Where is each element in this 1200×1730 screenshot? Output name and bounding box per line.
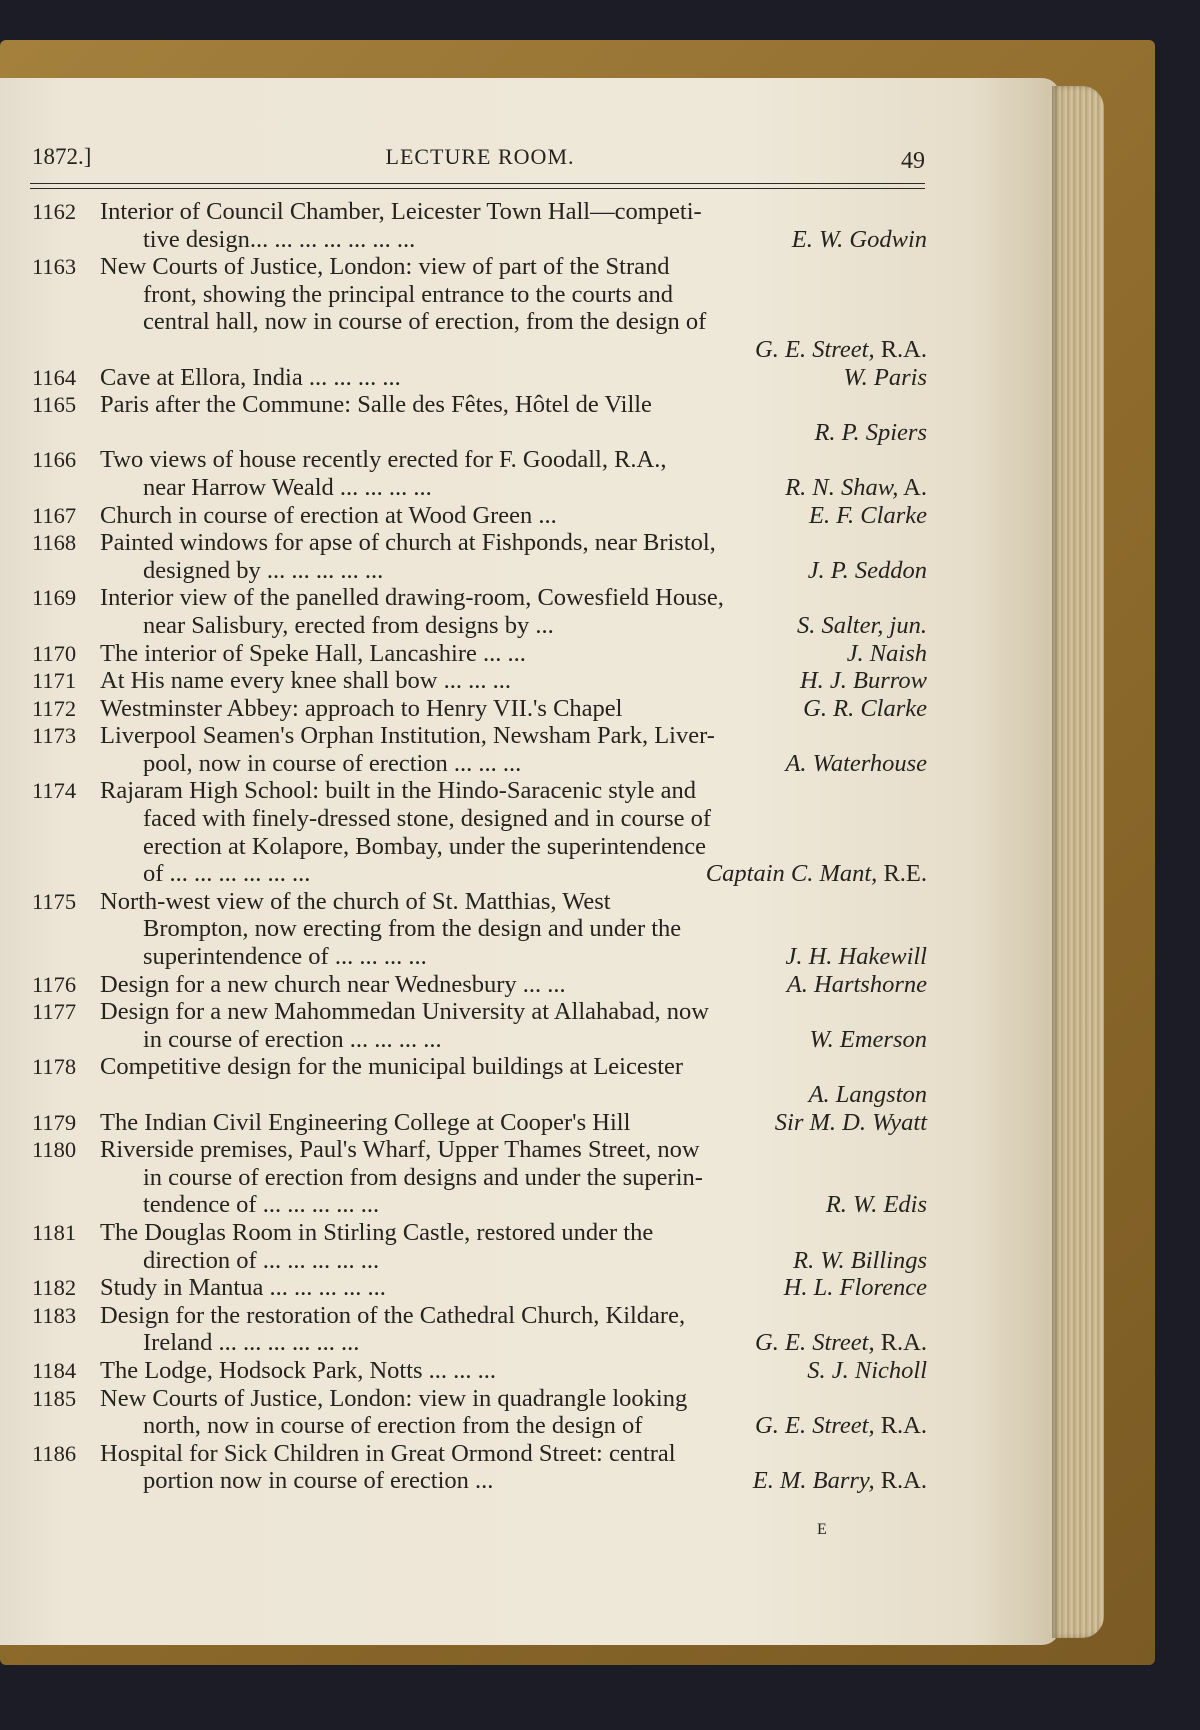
entry-architect <box>784 1274 927 1302</box>
catalogue-entry <box>32 888 927 916</box>
header-year: 1872.] <box>32 144 92 169</box>
architect-name: H. L. Florence <box>783 1274 927 1302</box>
catalogue-entry <box>32 971 927 999</box>
architect-name: Captain C. Mant, <box>705 860 878 888</box>
header-title: LECTURE ROOM. <box>385 144 575 169</box>
signature-mark: E <box>817 1521 827 1538</box>
architect-suffix: R.A. <box>874 1412 927 1440</box>
entry-number: 1184 <box>32 1357 77 1383</box>
entry-number: 1172 <box>32 695 77 721</box>
architect-name: J. Naish <box>846 639 927 667</box>
entry-title: in course of erection from designs and under the superin- <box>143 1163 703 1191</box>
entry-number: 1185 <box>32 1385 77 1411</box>
entry-title: Rajaram High School: built in the Hindo-Saracenic style and <box>100 777 697 805</box>
entry-number: 1176 <box>32 971 77 997</box>
catalogue-entry-continuation <box>32 860 927 888</box>
entry-title: north, now in course of erection from the design of <box>143 1412 643 1440</box>
entry-architect <box>843 364 927 392</box>
catalogue-entry-continuation <box>32 943 927 971</box>
entry-architect <box>793 1247 927 1275</box>
catalogue-entry <box>32 777 927 805</box>
architect-name: A. Langston <box>808 1081 927 1108</box>
architect-name: Sir M. D. Wyatt <box>774 1108 927 1136</box>
architect-suffix: R.A. <box>874 335 927 363</box>
architect-name: W. Emerson <box>809 1025 927 1053</box>
catalogue-entry-continuation <box>32 336 927 364</box>
entry-title: The interior of Speke Hall, Lancashire ... ... <box>100 639 526 667</box>
entry-title: pool, now in course of erection ... ... ... <box>143 749 522 777</box>
catalogue-entry <box>32 198 927 226</box>
entry-title: North-west view of the church of St. Matthias, West <box>100 887 611 915</box>
entry-number: 1177 <box>32 999 77 1025</box>
architect-name: G. E. Street, <box>755 335 875 363</box>
entry-title: At His name every knee shall bow ... ... ... <box>100 667 511 695</box>
architect-name: G. E. Street, <box>755 1329 875 1357</box>
entry-architect <box>787 971 927 999</box>
entry-title: near Harrow Weald ... ... ... ... <box>143 473 432 501</box>
entry-architect <box>785 943 927 971</box>
catalogue-entry-continuation <box>32 1247 927 1275</box>
header-rule-thick <box>30 183 925 184</box>
catalogue-entry-continuation <box>32 1081 927 1109</box>
architect-suffix: R.A. <box>874 1329 927 1357</box>
entry-title: direction of ... ... ... ... ... <box>143 1246 380 1274</box>
entry-title: superintendence of ... ... ... ... <box>143 943 427 971</box>
architect-name: E. F. Clarke <box>809 501 927 529</box>
architect-name: S. Salter, jun. <box>797 611 927 639</box>
catalogue-entry <box>32 1136 927 1164</box>
entry-title: Competitive design for the municipal buildings at Leicester <box>100 1053 684 1081</box>
architect-name: R. P. Spiers <box>814 418 927 446</box>
catalogue-entry-continuation <box>32 419 927 447</box>
catalogue-entry-continuation <box>32 1329 927 1357</box>
entry-architect <box>808 557 927 585</box>
entry-title: portion now in course of erection ... <box>143 1467 494 1495</box>
entry-title: Interior view of the panelled drawing-room, Cowesfield House, <box>100 584 724 612</box>
catalogue-entry <box>32 998 927 1026</box>
entry-number: 1173 <box>32 723 77 749</box>
entry-architect <box>814 419 927 447</box>
entry-title: faced with finely-dressed stone, designed and in course of <box>143 805 712 833</box>
entry-title: Liverpool Seamen's Orphan Institution, Newsham Park, Liver- <box>100 722 715 750</box>
entry-title: of ... ... ... ... ... ... <box>143 860 311 888</box>
entry-number: 1182 <box>32 1275 77 1301</box>
catalogue-entry <box>32 1357 927 1385</box>
entry-architect <box>755 1329 927 1357</box>
catalogue-entry-continuation <box>32 915 927 943</box>
entry-architect <box>809 502 927 530</box>
entry-title: central hall, now in course of erection, from the design of <box>143 308 707 336</box>
entry-number: 1181 <box>32 1219 77 1245</box>
entry-title: Design for a new church near Wednesbury ... ... <box>100 970 566 998</box>
entry-architect <box>809 1026 927 1054</box>
entry-architect <box>753 1467 927 1495</box>
catalogue-entry-continuation <box>32 1412 927 1440</box>
running-header <box>30 140 930 176</box>
entry-title: Ireland ... ... ... ... ... ... <box>143 1329 360 1357</box>
architect-name: E. M. Barry, <box>752 1467 875 1495</box>
entry-architect <box>800 667 927 695</box>
page-edges <box>1052 86 1104 1638</box>
catalogue-entry <box>32 584 927 612</box>
architect-suffix: R.A. <box>874 1467 927 1495</box>
catalogue-entry <box>32 1440 927 1468</box>
architect-name: R. W. Edis <box>825 1191 927 1219</box>
catalogue-entry <box>32 1302 927 1330</box>
catalogue-entry <box>32 391 927 419</box>
entry-architect <box>785 474 927 502</box>
entry-architect <box>755 1412 927 1440</box>
catalogue-entry-continuation <box>32 474 927 502</box>
catalogue-entry <box>32 1219 927 1247</box>
entry-number: 1186 <box>32 1440 77 1466</box>
architect-suffix: R.E. <box>877 860 927 888</box>
architect-name: H. J. Burrow <box>799 667 927 695</box>
entry-architect <box>755 336 927 364</box>
catalogue-entry-continuation <box>32 612 927 640</box>
architect-name: J. H. Hakewill <box>785 943 927 971</box>
entry-architect <box>826 1191 927 1219</box>
catalogue-entry <box>32 695 927 723</box>
catalogue-entry-continuation <box>32 1164 927 1192</box>
entry-architect <box>803 695 927 723</box>
architect-name: G. E. Street, <box>755 1412 875 1440</box>
catalogue-entry-continuation <box>32 1191 927 1219</box>
entry-number: 1179 <box>32 1109 77 1135</box>
entry-number: 1164 <box>32 364 77 390</box>
catalogue-entry-continuation <box>32 750 927 778</box>
entry-title: front, showing the principal entrance to the courts and <box>143 280 673 308</box>
catalogue-entry <box>32 1274 927 1302</box>
entry-title: Hospital for Sick Children in Great Ormond Street: central <box>100 1439 676 1467</box>
entry-title: Brompton, now erecting from the design and under the <box>143 915 682 943</box>
entry-title: designed by ... ... ... ... ... <box>143 556 384 584</box>
entry-title: in course of erection ... ... ... ... <box>143 1025 442 1053</box>
entry-architect <box>807 1357 927 1385</box>
entry-title: Painted windows for apse of church at Fishponds, near Bristol, <box>100 529 716 557</box>
entry-number: 1178 <box>32 1054 77 1080</box>
entry-architect <box>775 1109 927 1137</box>
entry-title: Two views of house recently erected for F. Goodall, R.A., <box>100 446 667 474</box>
entry-architect <box>847 640 927 668</box>
catalogue-entry <box>32 364 927 392</box>
entry-title: New Courts of Justice, London: view of part of the Strand <box>100 253 670 281</box>
catalogue-entry <box>32 1109 927 1137</box>
entry-title: Church in course of erection at Wood Green ... <box>100 501 557 529</box>
architect-name: G. R. Clarke <box>803 694 927 722</box>
entry-number: 1174 <box>32 778 77 804</box>
catalogue-entries <box>32 198 927 1495</box>
catalogue-entry-continuation <box>32 805 927 833</box>
entry-title: The Douglas Room in Stirling Castle, restored under the <box>100 1218 654 1246</box>
catalogue-entry <box>32 502 927 530</box>
entry-architect <box>706 860 927 888</box>
catalogue-entry-continuation <box>32 226 927 254</box>
catalogue-entry-continuation <box>32 281 927 309</box>
entry-number: 1169 <box>32 585 77 611</box>
entry-title: tendence of ... ... ... ... ... <box>143 1191 380 1219</box>
architect-suffix: A. <box>898 473 927 501</box>
entry-number: 1171 <box>32 668 77 694</box>
entry-number: 1162 <box>32 199 77 224</box>
architect-name: A. Hartshorne <box>786 970 927 998</box>
architect-name: S. J. Nicholl <box>807 1356 927 1384</box>
entry-title: Westminster Abbey: approach to Henry VII.'s Chapel <box>100 694 623 722</box>
entry-title: New Courts of Justice, London: view in quadrangle looking <box>100 1384 688 1412</box>
entry-number: 1165 <box>32 392 77 418</box>
architect-name: R. W. Billings <box>793 1246 927 1274</box>
catalogue-entry-continuation <box>32 308 927 336</box>
entry-number: 1163 <box>32 254 77 280</box>
entry-architect <box>792 226 927 254</box>
entry-title: erection at Kolapore, Bombay, under the superintendence <box>143 832 707 860</box>
entry-title: The Indian Civil Engineering College at Cooper's Hill <box>100 1108 631 1136</box>
catalogue-entry <box>32 1053 927 1081</box>
architect-name: A. Waterhouse <box>785 749 927 777</box>
entry-number: 1167 <box>32 502 77 528</box>
catalogue-entry-continuation <box>32 1026 927 1054</box>
entry-title: tive design... ... ... ... ... ... ... <box>143 225 416 253</box>
catalogue-entry <box>32 640 927 668</box>
entry-number: 1175 <box>32 888 77 914</box>
entry-title: Riverside premises, Paul's Wharf, Upper Thames Street, now <box>100 1136 700 1164</box>
catalogue-entry-continuation <box>32 557 927 585</box>
entry-architect <box>797 612 927 640</box>
page-number: 49 <box>901 148 925 174</box>
architect-name: R. N. Shaw, <box>785 473 899 501</box>
entry-architect <box>785 750 927 778</box>
entry-title: The Lodge, Hodsock Park, Notts ... ... ... <box>100 1356 497 1384</box>
entry-number: 1180 <box>32 1137 77 1163</box>
architect-name: E. W. Godwin <box>791 225 927 253</box>
entry-title: Design for the restoration of the Cathedral Church, Kildare, <box>100 1301 686 1329</box>
catalogue-entry <box>32 722 927 750</box>
entry-number: 1168 <box>32 530 77 556</box>
entry-title: Paris after the Commune: Salle des Fêtes, Hôtel de Ville <box>100 391 652 419</box>
catalogue-entry <box>32 529 927 557</box>
catalogue-entry <box>32 667 927 695</box>
header-rule-thin <box>30 188 925 189</box>
entry-title: near Salisbury, erected from designs by ... <box>143 611 554 639</box>
entry-number: 1170 <box>32 640 77 666</box>
entry-title: Study in Mantua ... ... ... ... ... <box>100 1274 386 1302</box>
catalogue-entry <box>32 1385 927 1413</box>
catalogue-entry <box>32 446 927 474</box>
entry-title: Interior of Council Chamber, Leicester Town Hall—competi- <box>100 198 702 225</box>
catalogue-entry-continuation <box>32 833 927 861</box>
entry-title: Cave at Ellora, India ... ... ... ... <box>100 363 401 391</box>
entry-number: 1183 <box>32 1302 77 1328</box>
catalogue-entry-continuation <box>32 1467 927 1495</box>
architect-name: J. P. Seddon <box>807 556 927 584</box>
entry-title: Design for a new Mahommedan University at Allahabad, now <box>100 998 709 1026</box>
catalogue-entry <box>32 253 927 281</box>
entry-architect <box>809 1081 927 1109</box>
architect-name: W. Paris <box>843 363 927 391</box>
entry-number: 1166 <box>32 447 77 473</box>
